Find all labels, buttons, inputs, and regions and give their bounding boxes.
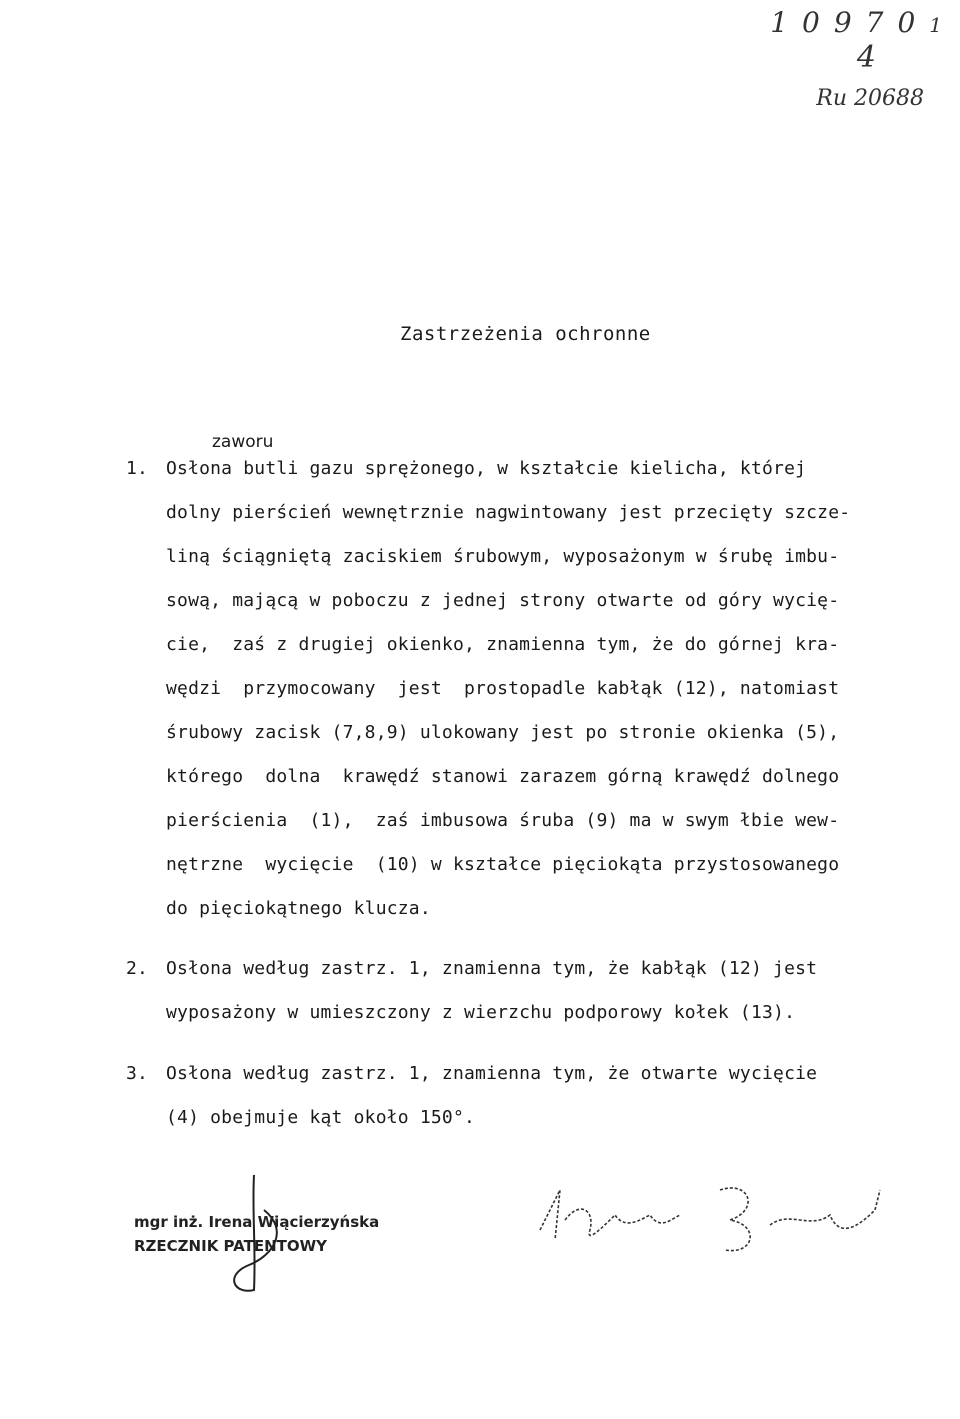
claim-2-line: Osłona według zastrz. 1, znamienna tym, że kabłąk (12) jest — [166, 958, 818, 979]
handwritten-signature — [520, 1170, 900, 1284]
handwritten-number: 109701 — [770, 6, 942, 39]
claim-2-number: 2. — [126, 958, 149, 979]
claim-1-line: cie, zaś z drugiej okienko, znamienna tym, że do górnej kra- — [166, 634, 840, 655]
stamp-name: mgr inż. Irena Wiącierzyńska — [134, 1213, 380, 1231]
attorney-stamp — [134, 1210, 379, 1258]
claim-1-line: wędzi przymocowany jest prostopadle kabłąk (12), natomiast — [166, 678, 840, 699]
claim-3-number: 3. — [126, 1063, 149, 1084]
claim-1-line: śrubowy zacisk (7,8,9) ulokowany jest po stronie okienka (5), — [166, 722, 840, 743]
claim-1-line: dolny pierścień wewnętrznie nagwintowany jest przecięty szcze- — [166, 502, 851, 523]
handwritten-sheet-number: 4 — [856, 40, 876, 75]
claim-1-line: nętrzne wycięcie (10) w kształce pięciokąta przystosowanego — [166, 854, 840, 875]
claim-1-number: 1. — [126, 458, 149, 479]
claim-3-line: Osłona według zastrz. 1, znamienna tym, że otwarte wycięcie — [166, 1063, 818, 1084]
handwritten-reference: Ru 20688 — [816, 86, 924, 111]
stamp-title: RZECZNIK PATENTOWY — [134, 1237, 328, 1255]
claim-1-line: Osłona butli gazu sprężonego, w kształcie kielicha, której — [166, 458, 807, 479]
stamp-signature-flourish — [194, 1170, 314, 1300]
claim-3-line: (4) obejmuje kąt około 150°. — [166, 1107, 476, 1128]
claim-1-line: którego dolna krawędź stanowi zarazem górną krawędź dolnego — [166, 766, 840, 787]
handwritten-insertion: zaworu — [212, 432, 274, 452]
claim-1-line: sową, mającą w poboczu z jednej strony otwarte od góry wycię- — [166, 590, 840, 611]
page-title: Zastrzeżenia ochronne — [400, 323, 651, 345]
claim-2-line: wyposażony w umieszczony z wierzchu podporowy kołek (13). — [166, 1002, 796, 1023]
claim-1-line: pierścienia (1), zaś imbusowa śruba (9) ma w swym łbie wew- — [166, 810, 840, 831]
claim-1-line: liną ściągniętą zaciskiem śrubowym, wyposażonym w śrubę imbu- — [166, 546, 840, 567]
claim-1-line: do pięciokątnego klucza. — [166, 898, 431, 919]
